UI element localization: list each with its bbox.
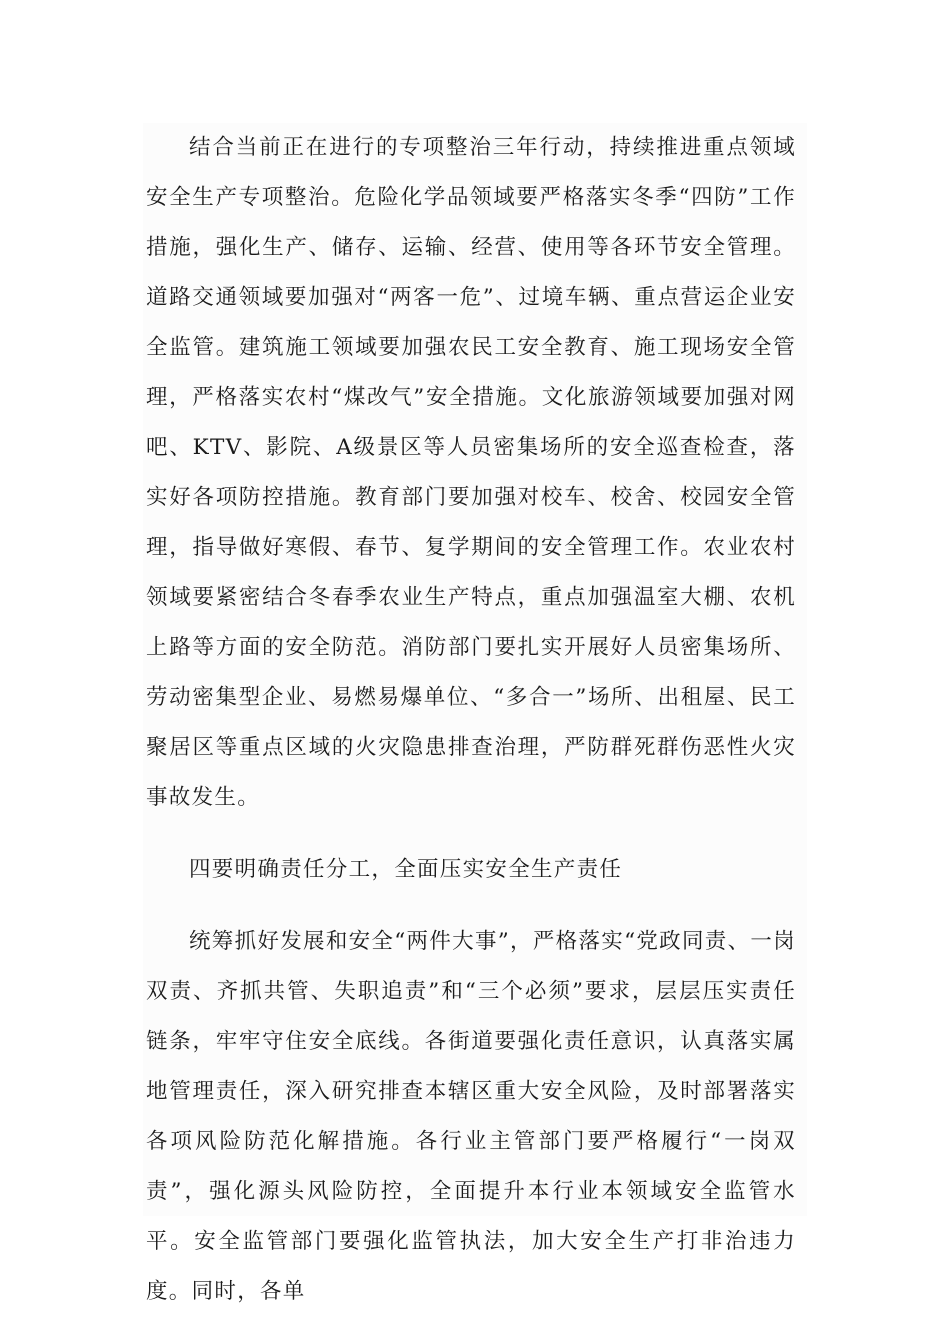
paragraph-spacer <box>146 895 796 917</box>
section-heading-responsibility: 四要明确责任分工，全面压实安全生产责任 <box>189 857 623 882</box>
paragraph-responsibility: 统筹抓好发展和安全“两件大事”，严格落实“党政同责、一岗双责、齐抓共管、失职追责”和“三个必须”要求，层层压实责任链条，牢牢守住安全底线。各街道要强化责任意识，认真落实属地管理责任，深入研究排查本辖区重大安全风险，及时部署落实各项风险防范化解措施。各行业主管部门要严格履行“一岗双责”，强化源头风险防控，全面提升本行业本领域安全监管水平。安全监管部门要强化监管执法，加大安全生产打非治违力度。同时，各单 <box>146 929 796 1304</box>
paragraph-spacer <box>146 823 796 845</box>
paragraph-special-rectification: 结合当前正在进行的专项整治三年行动，持续推进重点领域安全生产专项整治。危险化学品领域要严格落实冬季“四防”工作措施，强化生产、储存、运输、经营、使用等各环节安全管理。道路交通领域要加强对“两客一危”、过境车辆、重点营运企业安全监管。建筑施工领域要加强农民工安全教育、施工现场安全管理，严格落实农村“煤改气”安全措施。文化旅游领域要加强对网吧、KTV、影院、A级景区等人员密集场所的安全巡查检查，落实好各项防控措施。教育部门要加强对校车、校舍、校园安全管理，指导做好寒假、春节、复学期间的安全管理工作。农业农村领域要紧密结合冬春季农业生产特点，重点加强温室大棚、农机上路等方面的安全防范。消防部门要扎实开展好人员密集场所、劳动密集型企业、易燃易爆单位、“多合一”场所、出租屋、民工聚居区等重点区域的火灾隐患排查治理，严防群死群伤恶性火灾事故发生。 <box>146 135 796 810</box>
document-body <box>146 123 796 1317</box>
